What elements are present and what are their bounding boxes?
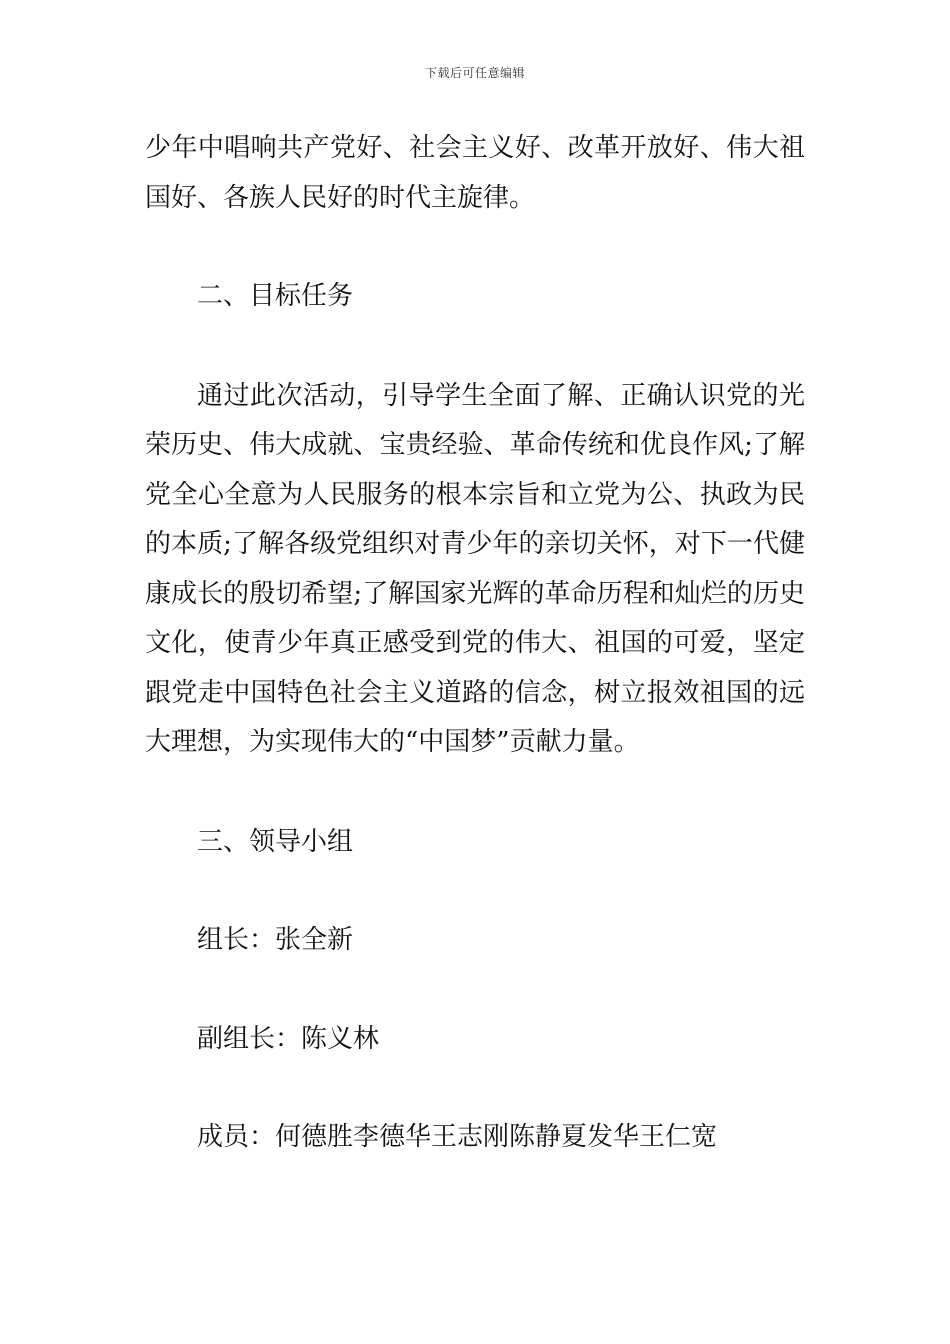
goals-paragraph: 通过此次活动，引导学生全面了解、正确认识党的光荣历史、伟大成就、宝贵经验、革命传统和优良作风;了解党全心全意为人民服务的根本宗旨和立党为公、执政为民的本质;了解各级党组织对青少年的亲切关怀，对下一代健康成长的殷切希望;了解国家光辉的革命历程和灿烂的历史文化，使青少年真正感受到党的伟大、祖国的可爱，坚定跟党走中国特色社会主义道路的信念，树立报效祖国的远大理想，为实现伟大的“中国梦”贡献力量。 <box>145 380 805 757</box>
members-line: 成员：何德胜李德华王志刚陈静夏发华王仁宽 <box>197 1122 718 1152</box>
deputy-leader-line: 副组长：陈义林 <box>197 1023 380 1054</box>
document-body <box>145 124 805 1163</box>
section-heading-leadership: 三、领导小组 <box>197 826 354 857</box>
section-heading-goals: 二、目标任务 <box>197 281 354 311</box>
page-header-note: 下载后可任意编辑 <box>424 66 525 80</box>
leader-line: 组长：张全新 <box>197 925 354 955</box>
intro-continuation-paragraph: 少年中唱响共产党好、社会主义好、改革开放好、伟大祖国好、各族人民好的时代主旋律。 <box>145 133 805 213</box>
